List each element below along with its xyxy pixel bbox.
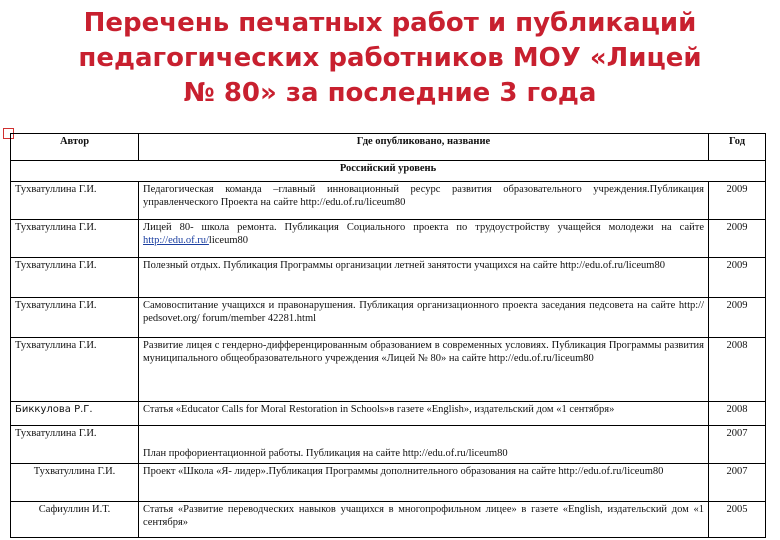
row-author: Биккулова Р.Г. (11, 402, 139, 426)
row-publication: Полезный отдых. Публикация Программы организации летней занятости учащихся на сайте http://edu.of.ru/liceum80 (139, 258, 709, 298)
row-author: Тухватуллина Г.И. (11, 258, 139, 298)
row-publication: Педагогическая команда –главный инновационный ресурс развития образовательного учреждения.Публикация управленческого Проекта на сайте http://edu.of.ru/liceum80 (139, 182, 709, 220)
row-publication: Развитие лицея с гендерно-дифференцированным образованием в современных условиях. Публикация Программы развития муниципального общеобразовательного учреждения «Лицей № 80» на сайте http://edu.of.ru/liceum80 (139, 338, 709, 402)
table-row (11, 402, 766, 426)
table-row (11, 338, 766, 402)
header-year: Год (709, 134, 766, 161)
row-author: Тухватуллина Г.И. (11, 298, 139, 338)
title-line-2: педагогических работников МОУ «Лицей (78, 43, 702, 73)
table-row (11, 298, 766, 338)
row-year: 2009 (709, 298, 766, 338)
section-title: Российский уровень (11, 161, 766, 182)
row-year: 2009 (709, 220, 766, 258)
table-row (11, 464, 766, 502)
row-author: Сафиуллин И.Т. (11, 502, 139, 538)
row-author: Тухватуллина Г.И. (11, 426, 139, 464)
publication-text-end: liceum80 (208, 234, 248, 246)
row-year: 2009 (709, 182, 766, 220)
table-row (11, 182, 766, 220)
table-row (11, 502, 766, 538)
row-year: 2008 (709, 338, 766, 402)
table-row (11, 426, 766, 464)
row-publication: Статья «Развитие переводческих навыков учащихся в многопрофильном лицее» в газете «English, издательский дом «1 сентября» (139, 502, 709, 538)
row-year: 2008 (709, 402, 766, 426)
row-author: Тухватуллина Г.И. (11, 464, 139, 502)
publication-text: Лицей 80- школа ремонта. Публикация Социального проекта по трудоустройству учащейся молодежи на сайте (143, 222, 704, 233)
row-author: Тухватуллина Г.И. (11, 220, 139, 258)
header-published: Где опубликовано, название (139, 134, 709, 161)
row-publication (139, 220, 709, 258)
row-author: Тухватуллина Г.И. (11, 338, 139, 402)
page-title (0, 6, 780, 111)
row-author: Тухватуллина Г.И. (11, 182, 139, 220)
row-publication: Самовоспитание учащихся и правонарушения. Публикация организационного проекта заседания педсовета на сайте http:// pedsovet.org/ forum/member 42281.html (139, 298, 709, 338)
title-line-3: № 80» за последние 3 года (183, 78, 597, 108)
table-row (11, 258, 766, 298)
row-publication: План профориентационной работы. Публикация на сайте http://edu.of.ru/liceum80 (139, 426, 709, 464)
section-row (11, 161, 766, 182)
site-link[interactable]: http://edu.of.ru/ (143, 234, 209, 246)
row-year: 2009 (709, 258, 766, 298)
row-year: 2005 (709, 502, 766, 538)
row-year: 2007 (709, 464, 766, 502)
row-publication: Проект «Школа «Я- лидер».Публикация Программы дополнительного образования на сайте http://edu.of.ru/liceum80 (139, 464, 709, 502)
header-author: Автор (11, 134, 139, 161)
title-line-1: Перечень печатных работ и публикаций (83, 8, 697, 38)
table-header-row (11, 134, 766, 161)
row-year: 2007 (709, 426, 766, 464)
publications-table (10, 133, 766, 538)
table-row (11, 220, 766, 258)
row-publication: Статья «Educator Calls for Moral Restoration in Schools»в газете «English», издательский дом «1 сентября» (139, 402, 709, 426)
